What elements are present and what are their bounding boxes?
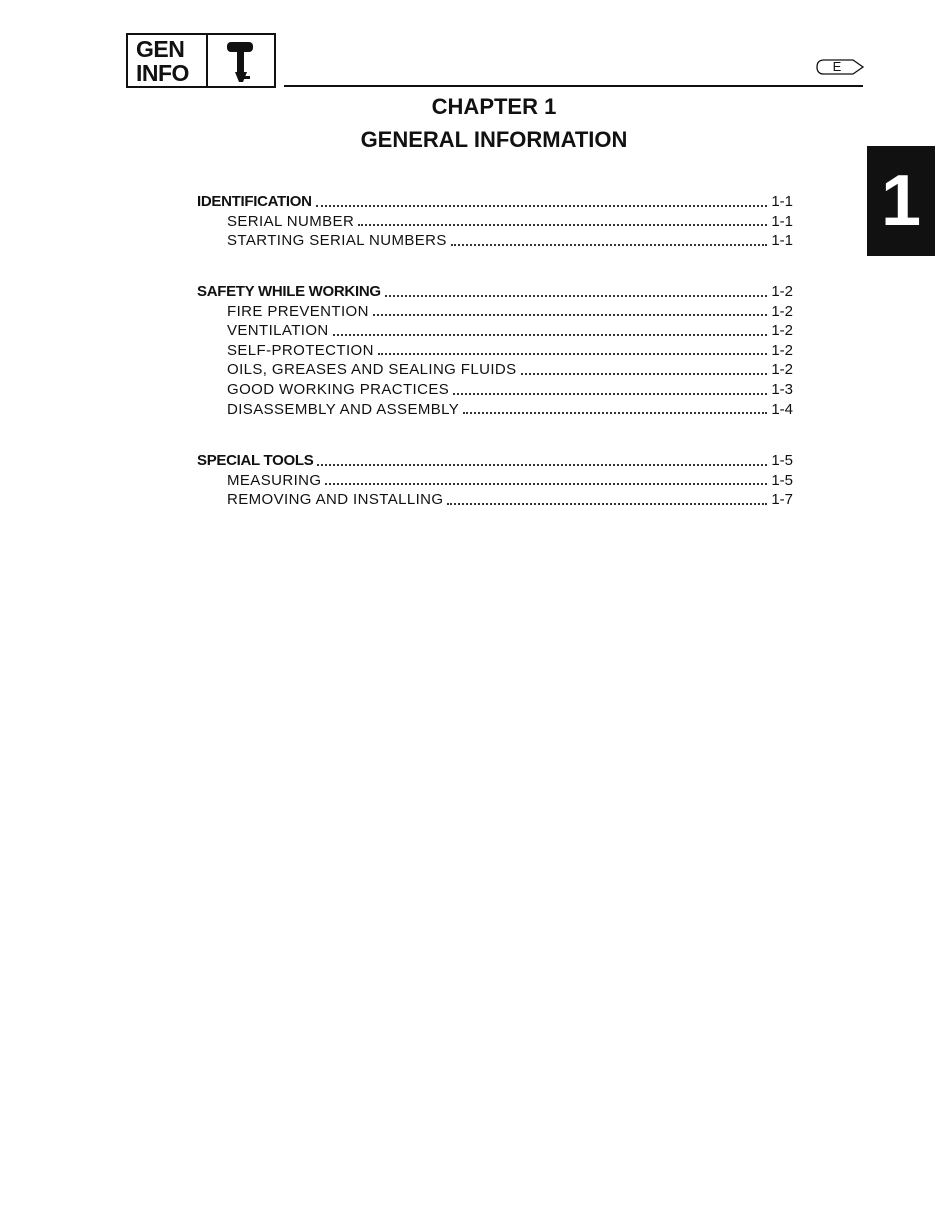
outboard-motor-icon (208, 35, 274, 86)
language-badge-label: E (832, 59, 842, 74)
toc-item[interactable] (197, 490, 793, 510)
language-badge (815, 58, 865, 76)
toc-item[interactable] (197, 360, 793, 380)
chapter-tab-number: 1 (880, 161, 922, 241)
leader-dots (316, 204, 768, 207)
toc-item[interactable] (197, 302, 793, 322)
toc-item[interactable] (197, 380, 793, 400)
leader-dots (385, 294, 768, 297)
toc-item-label: DISASSEMBLY AND ASSEMBLY (227, 400, 460, 418)
header-rule (284, 85, 863, 87)
toc-item-label: VENTILATION (227, 322, 329, 340)
leader-dots (453, 392, 767, 395)
leader-dots (463, 411, 767, 414)
table-of-contents (197, 282, 793, 419)
toc-page: 1-5 (771, 452, 793, 469)
toc-page: 1-2 (771, 361, 793, 379)
table-of-contents (197, 192, 793, 251)
chapter-subtitle: GENERAL INFORMATION (360, 127, 628, 152)
toc-item[interactable] (197, 231, 793, 251)
leader-dots (521, 372, 768, 375)
toc-page: 1-2 (771, 341, 793, 359)
toc-heading-label: SPECIAL TOOLS (197, 452, 314, 469)
toc-page: 1-7 (771, 491, 793, 509)
toc-heading[interactable] (197, 451, 793, 471)
toc-page: 1-2 (771, 302, 793, 320)
toc-page: 1-2 (771, 322, 793, 340)
leader-dots (451, 243, 768, 246)
toc-item-label: REMOVING AND INSTALLING (227, 491, 444, 509)
section-label-line2: INFO (136, 59, 189, 86)
toc-item-label: SERIAL NUMBER (227, 212, 355, 230)
toc-item-label: STARTING SERIAL NUMBERS (227, 232, 447, 250)
section-label (128, 35, 208, 86)
toc-item[interactable] (197, 471, 793, 491)
table-of-contents (197, 451, 793, 510)
toc-item-label: MEASURING (227, 471, 322, 489)
toc-item-label: FIRE PREVENTION (227, 302, 369, 320)
leader-dots (373, 313, 767, 316)
toc-page: 1-1 (771, 232, 793, 250)
toc-page: 1-1 (771, 212, 793, 230)
leader-dots (358, 223, 767, 226)
leader-dots (317, 463, 767, 466)
toc-item[interactable] (197, 341, 793, 361)
toc-page: 1-2 (771, 283, 793, 300)
toc-item[interactable] (197, 212, 793, 232)
toc-heading-label: SAFETY WHILE WORKING (197, 283, 381, 300)
chapter-tab (867, 146, 935, 256)
leader-dots (325, 482, 767, 485)
leader-dots (333, 333, 768, 336)
toc-heading-label: IDENTIFICATION (197, 193, 312, 210)
toc-page: 1-1 (771, 193, 793, 210)
section-label-line1: GEN (136, 35, 185, 62)
toc-page: 1-3 (771, 380, 793, 398)
toc-item-label: OILS, GREASES AND SEALING FLUIDS (227, 361, 517, 379)
toc-heading[interactable] (197, 282, 793, 302)
toc-item[interactable] (197, 400, 793, 420)
toc-item-label: GOOD WORKING PRACTICES (227, 380, 450, 398)
leader-dots (447, 502, 767, 505)
chapter-title: CHAPTER 1 (431, 94, 557, 119)
section-header-box (126, 33, 276, 88)
toc-page: 1-4 (771, 400, 793, 418)
toc-heading[interactable] (197, 192, 793, 212)
toc-page: 1-5 (771, 471, 793, 489)
leader-dots (378, 352, 767, 355)
toc-item-label: SELF-PROTECTION (227, 341, 374, 359)
toc-item[interactable] (197, 321, 793, 341)
